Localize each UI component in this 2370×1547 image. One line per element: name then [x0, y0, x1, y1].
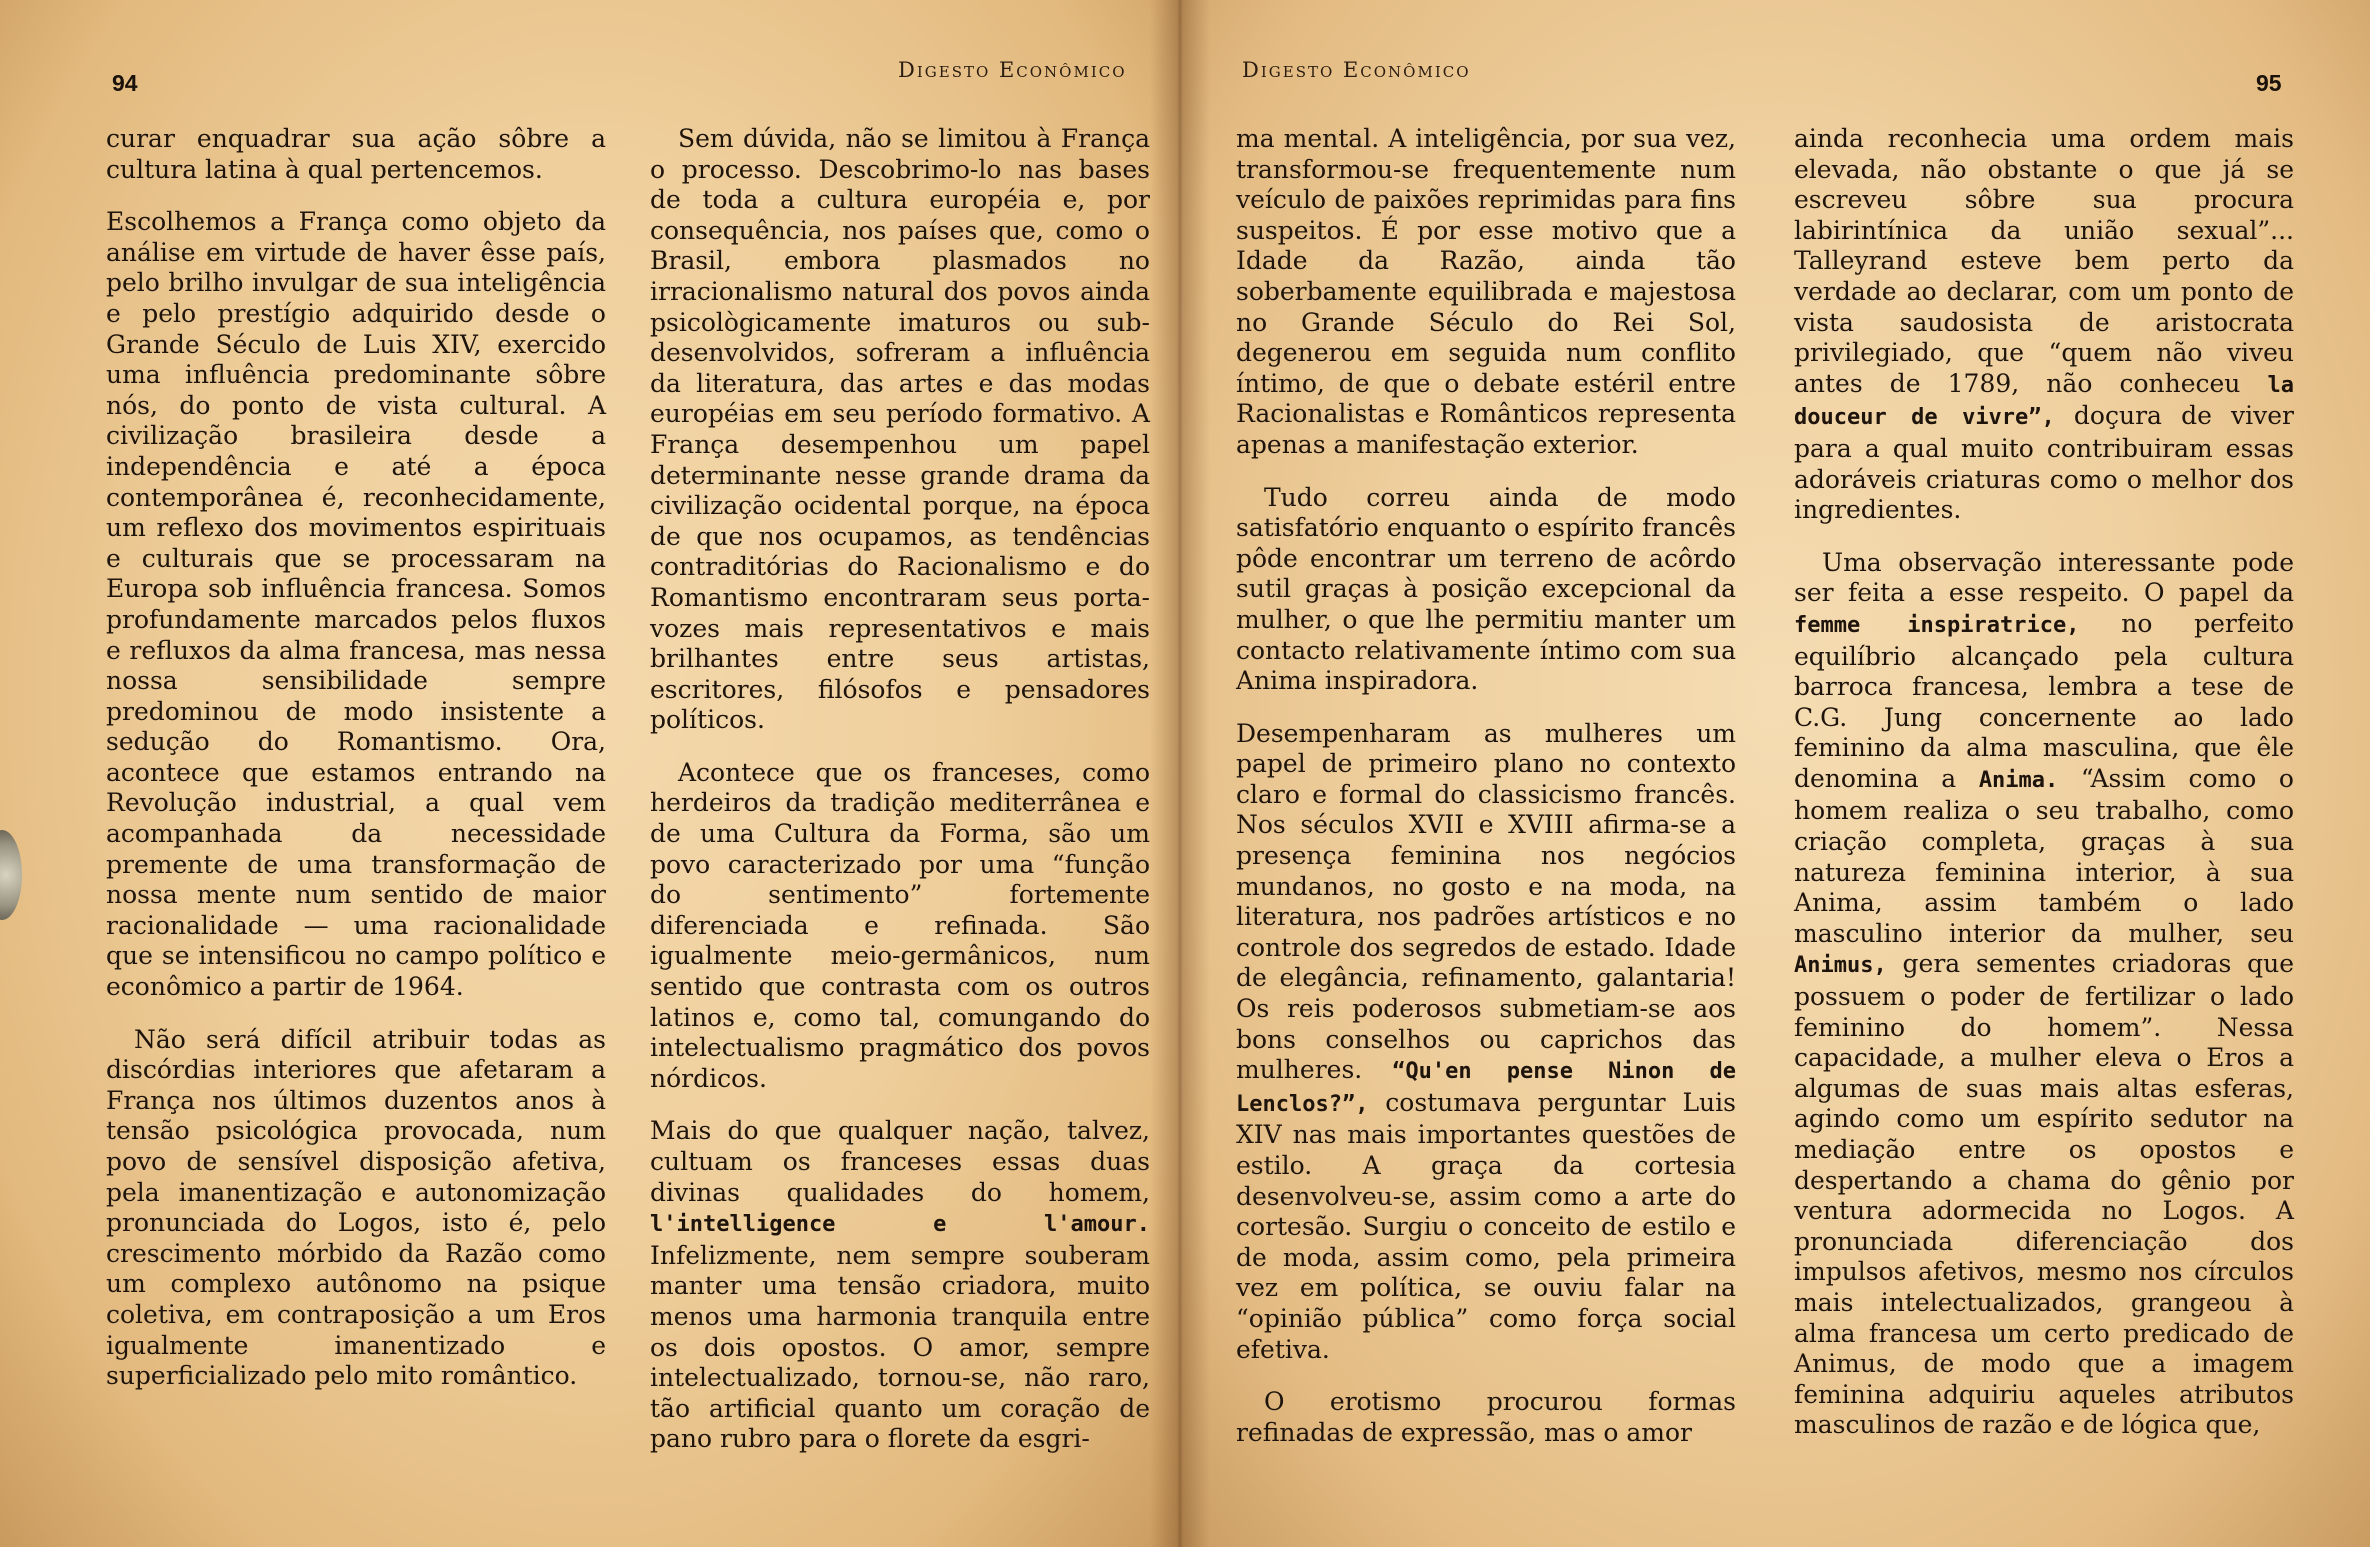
emphasis-text: “Qu'en pense Ninon de Lenclos?”, [1236, 1059, 1736, 1117]
paper-clip [0, 830, 22, 920]
paragraph: Sem dúvida, não se limitou à França o processo. Descobrimo-lo nas bases de toda a cultura européia e, por consequência, nos países que, como o Brasil, embora plasmados no irracionalismo natural dos povos ainda psicològicamente imaturos ou sub-desenvolvidos, sofreram a influência da literatura, das artes e das modas européias em seu período formativo. A França desempenhou um papel determinante nesse grande drama da civilização ocidental porque, na época de que nos ocupamos, as tendências contraditórias do Racionalismo e do Romantismo encontraram seus porta-vozes mais representativos e mais brilhantes entre seus artistas, escritores, filósofos e pensadores políticos. [650, 124, 1150, 735]
column-2 [650, 124, 1150, 1477]
paragraph: Acontece que os franceses, como herdeiros da tradição mediterrânea e de uma Cultura da Forma, são um povo caracterizado por uma “função do sentimento” fortemente diferenciada e refinada. São igualmente meio-germânicos, num sentido que contrasta com os outros latinos e, como tal, comungando do intelectualismo pragmático dos povos nórdicos. [650, 757, 1150, 1093]
left-page-number: 94 [112, 70, 138, 96]
emphasis-text: femme inspiratrice, [1794, 612, 2080, 638]
paragraph: Escolhemos a França como objeto da análise em virtude de haver êsse país, pelo brilho invulgar de sua inteligência e pelo prestígio adquirido desde o Grande Século de Luis XIV, exercido uma influência predominante sôbre nós, do ponto de vista cultural. A civilização brasileira desde a independência e até a época contemporânea é, reconhecidamente, um reflexo dos movimentos espirituais e culturais que se processaram na Europa sob influência francesa. Somos profundamente marcados pelos fluxos e refluxos da alma francesa, mas nessa nossa sensibilidade sempre predominou de modo insistente a sedução do Romantismo. Ora, acontece que estamos entrando na Revolução industrial, a qual vem acompanhada da necessidade premente de uma transformação de nossa mente num sentido de maior racionalidade — uma racionalidade que se intensificou no campo político e econômico a partir de 1964. [106, 207, 606, 1002]
column-1 [106, 124, 606, 1414]
paragraph: Uma observação interessante pode ser feita a esse respeito. O papel da femme inspiratrice, no perfeito equilíbrio alcançado pela cultura barroca francesa, lembra a tese de C.G. Jung concernente ao lado feminino da alma masculina, que êle denomina a Anima. “Assim como o homem realiza o seu trabalho, como criação completa, graças à sua natureza feminina interior, à sua Anima, assim também o lado masculino interior da mulher, seu Animus, gera sementes criadoras que possuem o poder de fertilizar o lado feminino do homem”. Nessa capacidade, a mulher eleva o Eros a algumas de suas mais altas esferas, agindo como um espírito sedutor na mediação entre os opostos e despertando a chama do gênio por ventura adormecida no Logos. A pronunciada diferenciação dos impulsos afetivos, mesmo nos círculos mais intelectualizados, grangeou à alma francesa um certo predicado de Animus, de modo que a imagem feminina adquiriu aqueles atributos masculinos de razão e de lógica que, [1794, 547, 2294, 1440]
paragraph: Mais do que qualquer nação, talvez, cultuam os franceses essas duas divinas qualidades do homem, l'intelligence e l'amour. Infelizmente, nem sempre souberam manter uma tensão criadora, muito menos uma harmonia tranquila entre os dois opostos. O amor, sempre intelectualizado, tornou-se, não raro, tão artificial quanto um coração de pano rubro para o florete da esgri- [650, 1116, 1150, 1454]
paragraph: ma mental. A inteligência, por sua vez, transformou-se frequentemente num veículo de paixões reprimidas para fins suspeitos. É por esse motivo que a Idade da Razão, ainda tão soberbamente equilibrada e majestosa no Grande Século do Rei Sol, degenerou em seguida num conflito íntimo, de que o debate estéril entre Racionalistas e Românticos representa apenas a manifestação exterior. [1236, 124, 1736, 459]
paragraph: ainda reconhecia uma ordem mais elevada, não obstante o que já se escreveu sôbre sua procura labirintínica da união sexual”... Talleyrand esteve bem perto da verdade ao declarar, com um ponto de vista saudosista de aristocrata privilegiado, que “quem não viveu antes de 1789, não conheceu la douceur de vivre”, doçura de viver para a qual muito contribuiram essas adoráveis criaturas como o melhor dos ingredientes. [1794, 124, 2294, 525]
right-page-number: 95 [2256, 70, 2282, 96]
left-running-head: Digesto Econômico [898, 58, 1127, 82]
right-running-head: Digesto Econômico [1242, 58, 1471, 82]
column-4 [1794, 124, 2294, 1463]
emphasis-text: Anima. [1978, 767, 2059, 793]
right-page [1180, 0, 2370, 1547]
emphasis-text: la douceur de vivre”, [1794, 372, 2294, 431]
paragraph: O erotismo procurou formas refinadas de expressão, mas o amor [1236, 1387, 1736, 1447]
column-3 [1236, 124, 1736, 1470]
left-page [0, 0, 1180, 1547]
paragraph: curar enquadrar sua ação sôbre a cultura latina à qual pertencemos. [106, 124, 606, 184]
paragraph: Desempenharam as mulheres um papel de primeiro plano no contexto claro e formal do classicismo francês. Nos séculos XVII e XVIII afirma-se a presença feminina nos negócios mundanos, no gosto e na moda, na literatura, nos padrões artísticos e no controle dos segredos de estado. Idade de elegância, refinamento, galantaria! Os reis poderosos submetiam-se aos bons conselhos ou caprichos das mulheres. “Qu'en pense Ninon de Lenclos?”, costumava perguntar Luis XIV nas mais importantes questões de estilo. A graça da cortesia desenvolveu-se, assim como a arte do cortesão. Surgiu o conceito de estilo e de moda, assim como, pela primeira vez em política, se ouviu falar na “opinião pública” como força social efetiva. [1236, 718, 1736, 1364]
emphasis-text: l'intelligence e l'amour. [650, 1212, 1150, 1238]
paragraph: Tudo correu ainda de modo satisfatório enquanto o espírito francês pôde encontrar um terreno de acôrdo sutil graças à posição excepcional da mulher, o que lhe permitiu manter um contacto relativamente íntimo com sua Anima inspiradora. [1236, 482, 1736, 696]
emphasis-text: Animus, [1794, 953, 1887, 979]
paragraph: Não será difícil atribuir todas as discórdias interiores que afetaram a França nos últimos duzentos anos à tensão psicológica provocada, num povo de sensível disposição afetiva, pela imanentização e autonomização pronunciada do Logos, isto é, pelo crescimento mórbido da Razão como um complexo autônomo na psique coletiva, em contraposição a um Eros igualmente imanentizado e superficializado pelo mito romântico. [106, 1024, 606, 1391]
